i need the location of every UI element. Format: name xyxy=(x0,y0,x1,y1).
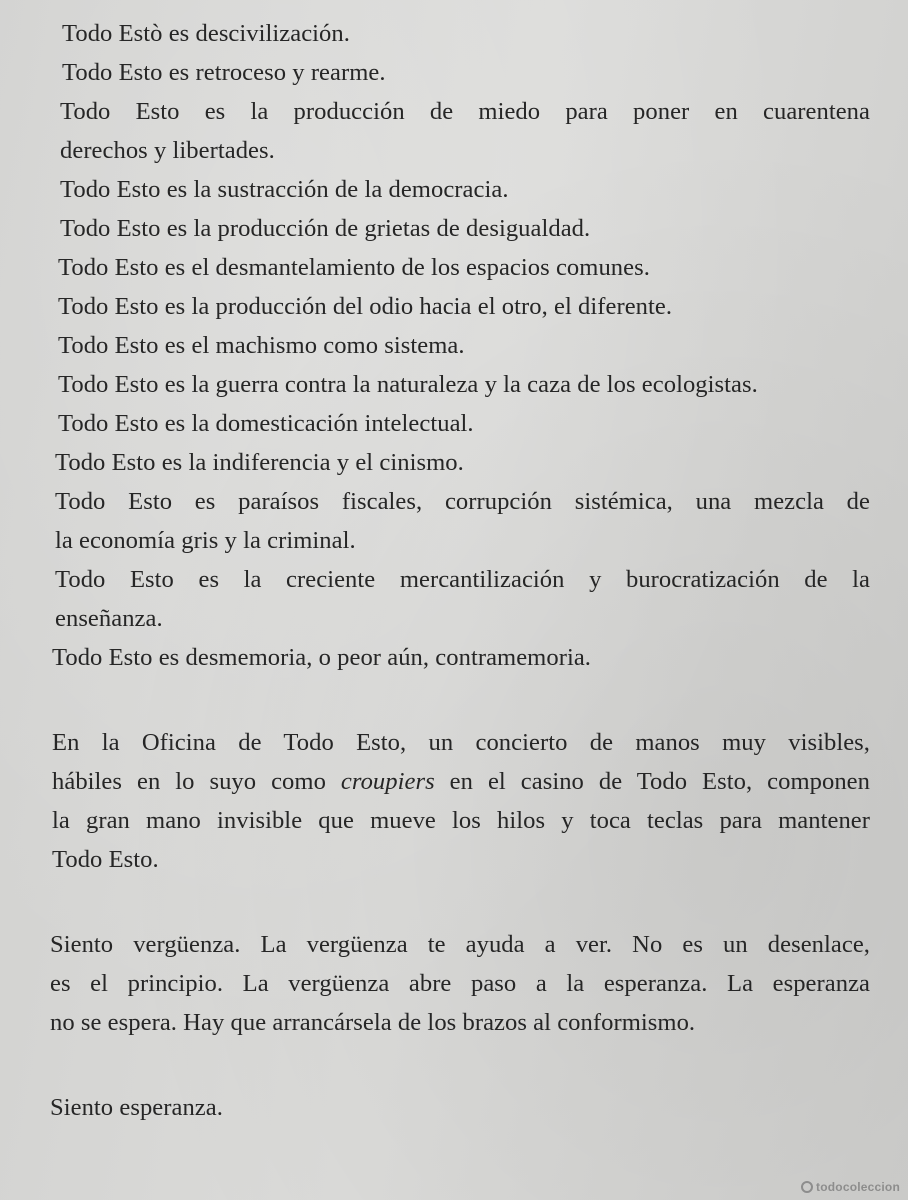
paragraph2-line-4: Todo Esto. xyxy=(52,846,159,873)
croupiers-italic: croupiers xyxy=(340,768,435,795)
list-line-3: Todo Esto es la producción de miedo para poner en cuarentena xyxy=(60,98,870,125)
paragraph3-line-2: es el principio. La vergüenza abre paso a la esperanza. La esperanza xyxy=(50,970,870,997)
list-line-14: la economía gris y la criminal. xyxy=(55,527,356,554)
watermark-logo-icon xyxy=(801,1181,813,1193)
list-line-10: Todo Esto es la guerra contra la naturaleza y la caza de los ecologistas. xyxy=(58,371,758,398)
list-line-1: Todo Estò es descivilización. xyxy=(62,20,350,47)
list-line-8: Todo Esto es la producción del odio hacia el otro, el diferente. xyxy=(58,293,673,320)
list-line-16: enseñanza. xyxy=(55,605,163,632)
paragraph2-line-3: la gran mano invisible que mueve los hilos y toca teclas para mantener xyxy=(52,807,870,834)
paragraph-gap xyxy=(62,879,870,925)
paragraph2-line-2-end: en el casino de Todo Esto, componen xyxy=(434,768,870,795)
list-line-4: derechos y libertades. xyxy=(60,137,275,164)
list-line-7: Todo Esto es el desmantelamiento de los espacios comunes. xyxy=(58,254,650,281)
watermark xyxy=(801,1180,900,1194)
list-line-12: Todo Esto es la indiferencia y el cinismo. xyxy=(55,449,464,476)
list-line-6: Todo Esto es la producción de grietas de desigualdad. xyxy=(60,215,591,242)
paragraph-gap xyxy=(62,677,870,723)
paragraph2-line-1: En la Oficina de Todo Esto, un concierto de manos muy visibles, xyxy=(52,729,870,756)
watermark-text: todocoleccion xyxy=(816,1180,900,1194)
list-line-9: Todo Esto es el machismo como sistema. xyxy=(58,332,465,359)
text-block xyxy=(50,14,870,1127)
paragraph2-line-2-start: hábiles en lo suyo como xyxy=(52,768,341,795)
list-line-2: Todo Esto es retroceso y rearme. xyxy=(62,59,386,86)
closing-line: Siento esperanza. xyxy=(50,1094,223,1121)
list-line-11: Todo Esto es la domesticación intelectual. xyxy=(58,410,474,437)
list-line-13: Todo Esto es paraísos fiscales, corrupción sistémica, una mezcla de xyxy=(55,488,870,515)
list-line-5: Todo Esto es la sustracción de la democracia. xyxy=(60,176,509,203)
paragraph3-line-3: no se espera. Hay que arrancársela de los brazos al conformismo. xyxy=(50,1009,696,1036)
paragraph3-line-1: Siento vergüenza. La vergüenza te ayuda a ver. No es un desenlace, xyxy=(50,931,870,958)
paragraph-gap xyxy=(62,1042,870,1088)
list-line-15: Todo Esto es la creciente mercantilización y burocratización de la xyxy=(55,566,870,593)
list-line-17: Todo Esto es desmemoria, o peor aún, contramemoria. xyxy=(52,644,592,671)
paragraph2-line-2 xyxy=(52,762,870,801)
